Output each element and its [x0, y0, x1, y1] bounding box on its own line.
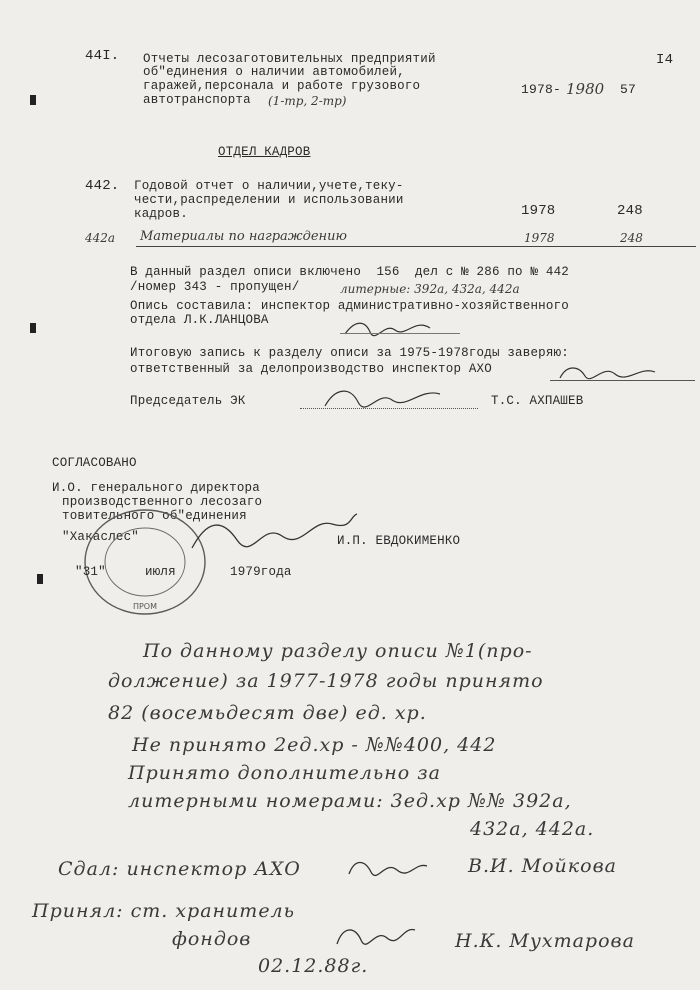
signature — [333, 920, 418, 952]
item-title-handwritten: Материалы по награждению — [140, 229, 347, 244]
item-title-line: об"единения о наличии автомобилей, — [143, 65, 405, 79]
handwritten-note-line: 82 (восемьдесят две) ед. хр. — [108, 702, 427, 724]
margin-mark — [37, 574, 43, 584]
approval-org: "Хакаслес" — [62, 530, 140, 544]
handwritten-note-line: Не принято 2ед.хр - №№400, 442 — [132, 734, 497, 756]
handover-received: Принял: ст. хранитель — [32, 900, 295, 922]
item-dates: 1978- — [521, 82, 562, 97]
approval-name: И.П. ЕВДОКИМЕНКО — [337, 534, 461, 548]
literal-numbers: литерные: 392а, 432а, 442а — [340, 282, 520, 296]
table-rule — [136, 246, 696, 247]
approval-date-month: июля — [145, 565, 176, 579]
chairman-name: Т.С. АХПАШЕВ — [491, 394, 584, 408]
item-number: 442. — [85, 178, 120, 194]
section-title: ОТДЕЛ КАДРОВ — [218, 145, 311, 159]
approval-date-year: 1979года — [230, 565, 292, 579]
summary-line: ответственный за делопроизводство инспектор АХО — [130, 362, 492, 376]
item-title-line: Отчеты лесозаготовительных предприятий — [143, 52, 436, 66]
margin-mark — [30, 95, 36, 105]
chairman-label: Председатель ЭК — [130, 394, 246, 408]
item-title-line: Годовой отчет о наличии,учете,теку- — [134, 179, 404, 193]
handover-received-name: Н.К. Мухтарова — [455, 930, 635, 952]
summary-line: В данный раздел описи включено 156 дел с № 286 по № 442 — [130, 265, 569, 279]
handwritten-note-line: 432а, 442а. — [470, 818, 595, 840]
signature — [320, 382, 460, 412]
item-pages: 57 — [620, 82, 637, 97]
handover-date: 02.12.88г. — [258, 955, 369, 977]
item-dates-handwritten: 1980 — [566, 80, 605, 98]
summary-line: Итоговую запись к разделу описи за 1975-1978годы заверяю: — [130, 346, 569, 360]
item-number-handwritten: 442а — [85, 231, 116, 245]
signature — [340, 312, 460, 342]
signature — [345, 854, 430, 882]
page-number: I4 — [656, 52, 674, 68]
item-pages: 248 — [617, 203, 643, 219]
handwritten-note-line: должение) за 1977-1978 годы принято — [108, 670, 544, 692]
stamp-text: ПРОМ — [132, 602, 158, 611]
item-dates: 1978 — [521, 203, 556, 219]
handwritten-note-line: По данному разделу описи №1(про- — [143, 640, 533, 662]
approval-line: И.О. генерального директора — [52, 481, 260, 495]
handover-received-2: фондов — [172, 928, 252, 950]
handwritten-note-line: литерными номерами: 3ед.хр №№ 392а, — [128, 790, 572, 812]
signature — [555, 358, 665, 386]
item-pages-handwritten: 248 — [620, 231, 643, 245]
signature — [182, 510, 362, 555]
handwritten-note-line: Принято дополнительно за — [128, 762, 441, 784]
margin-mark — [30, 323, 36, 333]
signature-line — [550, 380, 695, 381]
approval-heading: СОГЛАСОВАНО — [52, 456, 137, 470]
item-title-line: гаражей,персонала и работе грузового — [143, 79, 421, 93]
summary-line: отдела Л.К.ЛАНЦОВА — [130, 313, 269, 327]
handover-gave: Сдал: инспектор АХО — [58, 858, 301, 880]
approval-line: товительного об"единения — [62, 509, 247, 523]
item-number: 44I. — [85, 48, 120, 64]
item-annotation: (1-тр, 2-тр) — [268, 94, 347, 108]
item-title-line: кадров. — [134, 207, 188, 221]
item-title-line: автотранспорта — [143, 93, 251, 107]
summary-line: /номер 343 - пропущен/ — [130, 280, 300, 294]
approval-line: производственного лесозаго — [62, 495, 263, 509]
approval-date-day: "31" — [75, 565, 106, 579]
summary-line: Опись составила: инспектор административно-хозяйственного — [130, 299, 569, 313]
item-dates-handwritten: 1978 — [524, 231, 555, 245]
signature-line — [340, 333, 460, 334]
item-title-line: чести,распределении и использовании — [134, 193, 404, 207]
handover-gave-name: В.И. Мойкова — [468, 855, 617, 877]
